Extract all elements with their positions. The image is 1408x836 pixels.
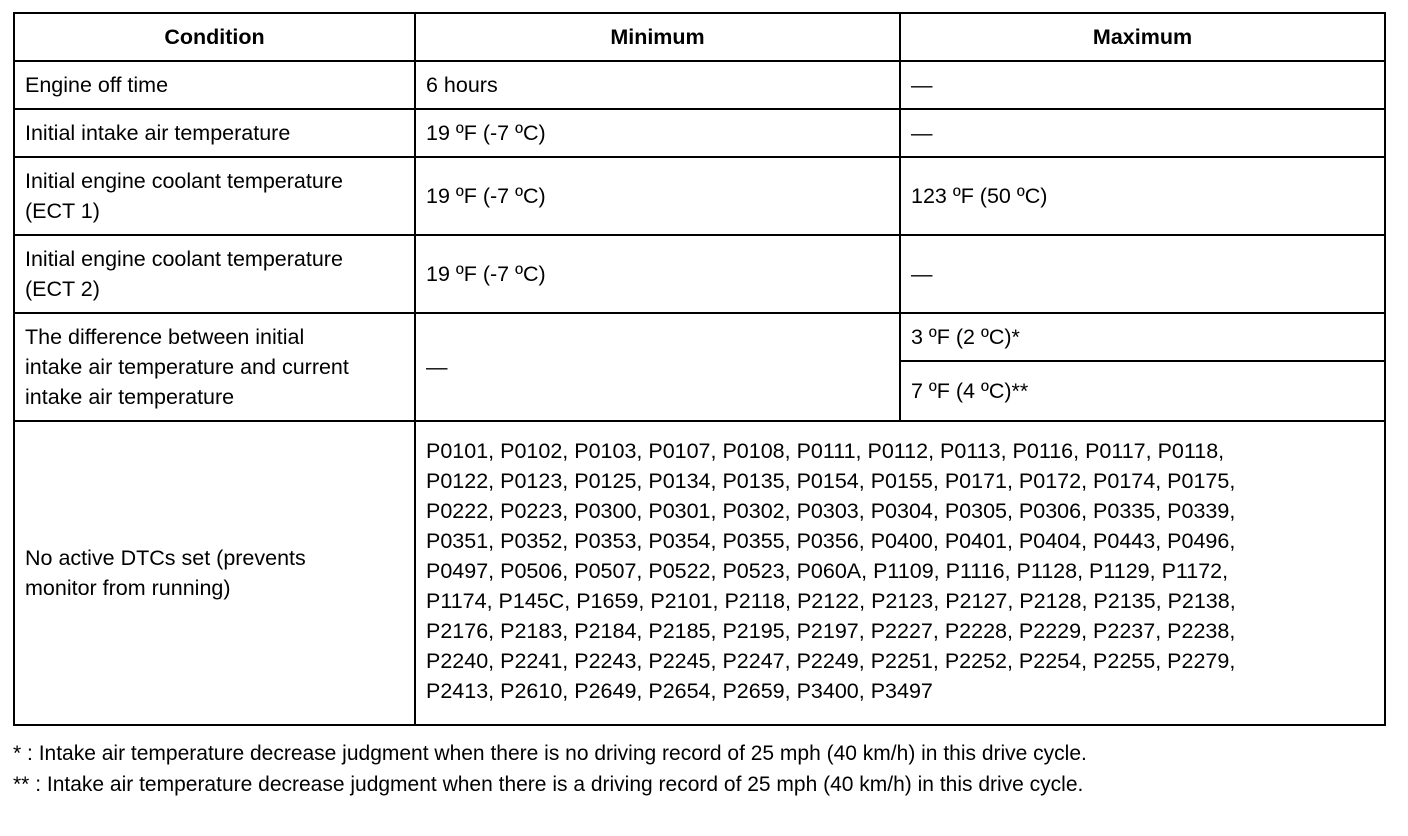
maximum-cell: — bbox=[900, 61, 1385, 109]
condition-line: The difference between initial bbox=[25, 325, 305, 349]
condition-line: Initial engine coolant temperature bbox=[25, 247, 343, 271]
condition-line: No active DTCs set (prevents bbox=[25, 546, 306, 570]
footnote-text: : Intake air temperature decrease judgment when there is a driving record of 25 mph (40 km/h) in this drive cycle. bbox=[29, 773, 1084, 796]
footnote-mark: * bbox=[13, 742, 22, 765]
maximum-cell: — bbox=[900, 109, 1385, 157]
dtc-line: P2413, P2610, P2649, P2654, P2659, P3400, P3497 bbox=[426, 679, 933, 703]
header-maximum: Maximum bbox=[900, 13, 1385, 61]
table-row bbox=[14, 109, 1385, 157]
footnote bbox=[13, 769, 1087, 800]
minimum-cell: 6 hours bbox=[415, 61, 900, 109]
minimum-cell: 19 ºF (-7 ºC) bbox=[415, 235, 900, 313]
condition-line: (ECT 1) bbox=[25, 199, 100, 223]
dtc-line: P0101, P0102, P0103, P0107, P0108, P0111, P0112, P0113, P0116, P0117, P0118, bbox=[426, 439, 1225, 463]
condition-cell: Initial intake air temperature bbox=[14, 109, 415, 157]
minimum-cell: — bbox=[415, 313, 900, 421]
condition-line: intake air temperature and current bbox=[25, 355, 349, 379]
dtc-line: P0351, P0352, P0353, P0354, P0355, P0356, P0400, P0401, P0404, P0443, P0496, bbox=[426, 529, 1236, 553]
header-minimum: Minimum bbox=[415, 13, 900, 61]
condition-line: Initial engine coolant temperature bbox=[25, 169, 343, 193]
header-row bbox=[14, 13, 1385, 61]
condition-cell bbox=[14, 235, 415, 313]
footnotes bbox=[13, 738, 1087, 800]
maximum-cell: 7 ºF (4 ºC)** bbox=[900, 361, 1385, 421]
table-row bbox=[14, 235, 1385, 313]
footnote-text: : Intake air temperature decrease judgment when there is no driving record of 25 mph (40 km/h) in this drive cycle. bbox=[21, 742, 1087, 765]
table-row bbox=[14, 421, 1385, 725]
condition-cell bbox=[14, 313, 415, 421]
footnote-mark: ** bbox=[13, 773, 30, 796]
dtc-line: P0122, P0123, P0125, P0134, P0135, P0154, P0155, P0171, P0172, P0174, P0175, bbox=[426, 469, 1236, 493]
footnote bbox=[13, 738, 1087, 769]
table-row bbox=[14, 157, 1385, 235]
table-row bbox=[14, 61, 1385, 109]
condition-line: (ECT 2) bbox=[25, 277, 100, 301]
dtc-line: P2176, P2183, P2184, P2185, P2195, P2197, P2227, P2228, P2229, P2237, P2238, bbox=[426, 619, 1236, 643]
header-condition: Condition bbox=[14, 13, 415, 61]
condition-cell bbox=[14, 157, 415, 235]
dtc-line: P2240, P2241, P2243, P2245, P2247, P2249, P2251, P2252, P2254, P2255, P2279, bbox=[426, 649, 1236, 673]
dtc-line: P0222, P0223, P0300, P0301, P0302, P0303, P0304, P0305, P0306, P0335, P0339, bbox=[426, 499, 1236, 523]
minimum-cell: 19 ºF (-7 ºC) bbox=[415, 157, 900, 235]
maximum-cell: 123 ºF (50 ºC) bbox=[900, 157, 1385, 235]
maximum-cell: 3 ºF (2 ºC)* bbox=[900, 313, 1385, 361]
condition-line: monitor from running) bbox=[25, 576, 231, 600]
condition-cell: Engine off time bbox=[14, 61, 415, 109]
dtc-line: P0497, P0506, P0507, P0522, P0523, P060A, P1109, P1116, P1128, P1129, P1172, bbox=[426, 559, 1229, 583]
condition-cell bbox=[14, 421, 415, 725]
table-row bbox=[14, 313, 1385, 361]
maximum-cell: — bbox=[900, 235, 1385, 313]
condition-line: intake air temperature bbox=[25, 385, 235, 409]
dtc-list-cell bbox=[415, 421, 1385, 725]
conditions-table bbox=[13, 12, 1386, 726]
dtc-line: P1174, P145C, P1659, P2101, P2118, P2122, P2123, P2127, P2128, P2135, P2138, bbox=[426, 589, 1236, 613]
minimum-cell: 19 ºF (-7 ºC) bbox=[415, 109, 900, 157]
